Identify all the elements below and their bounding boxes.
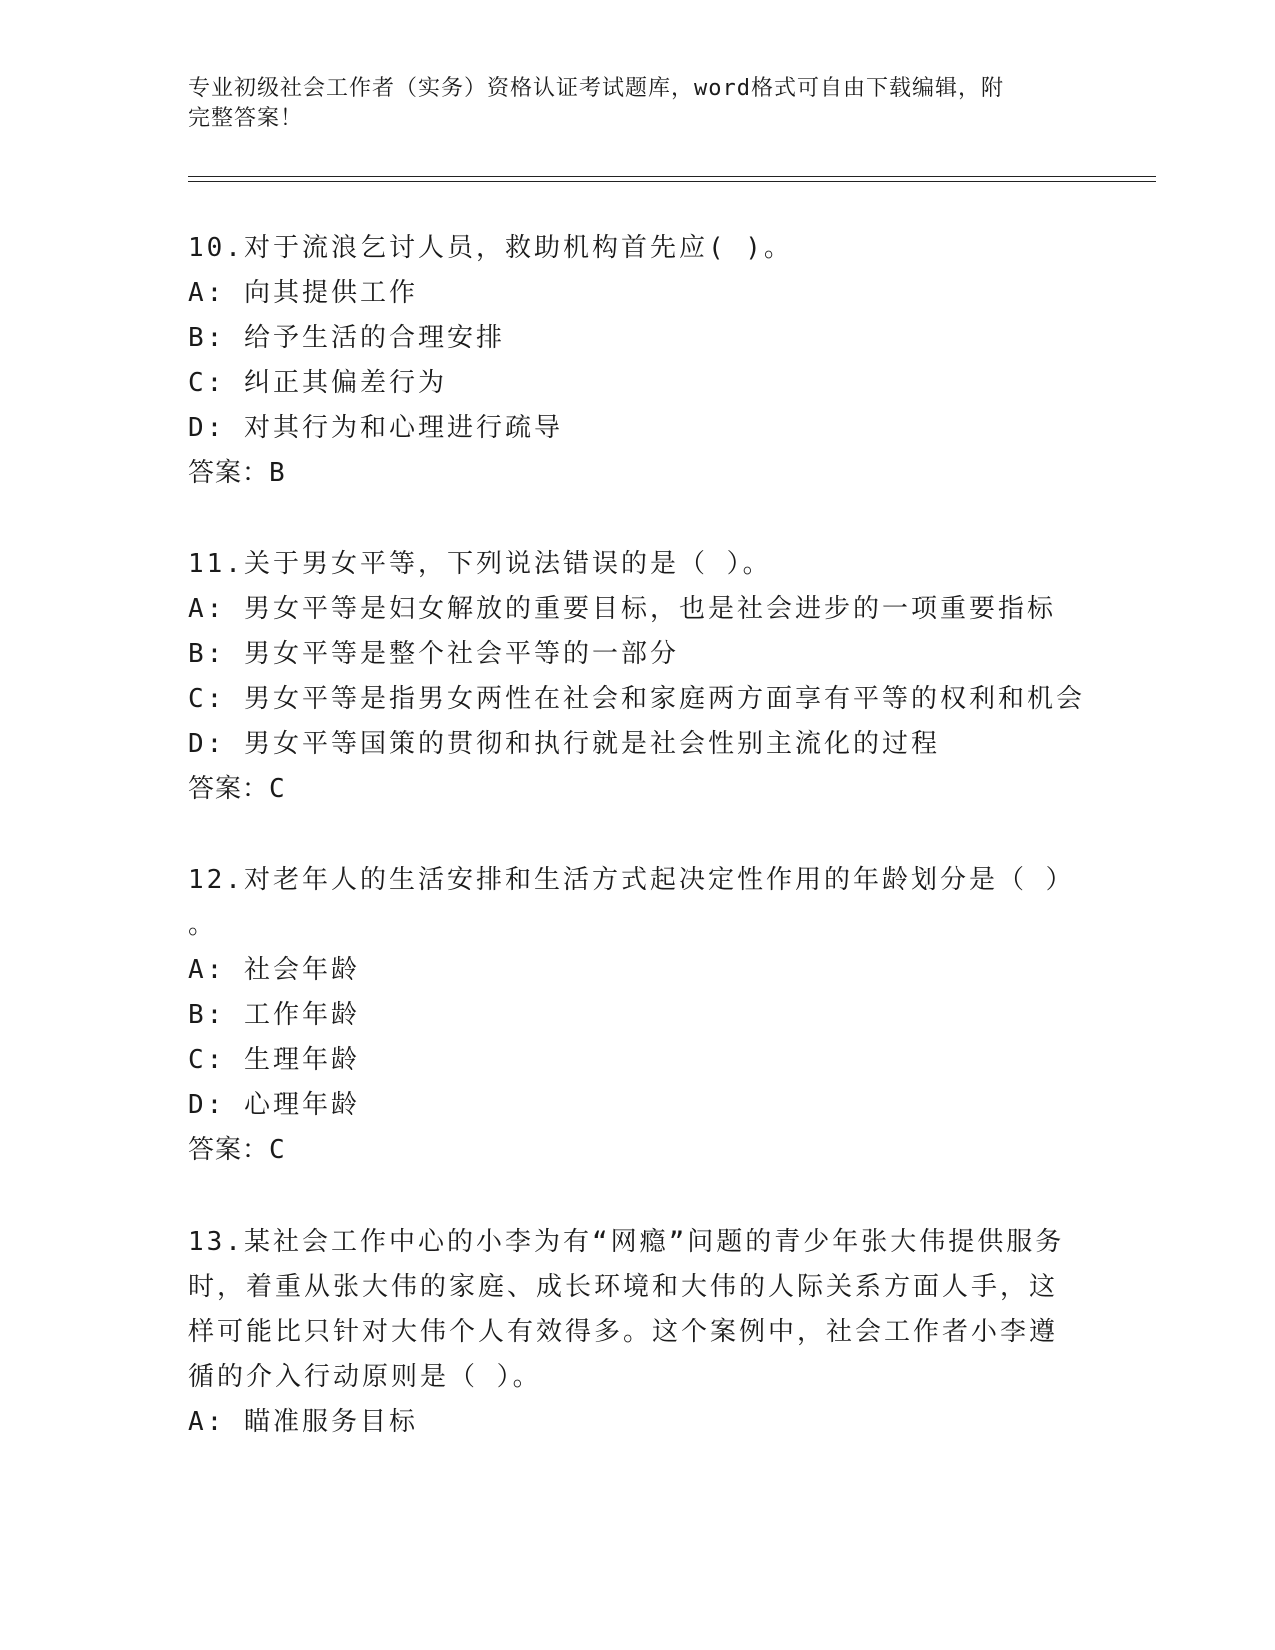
question-13: [188, 1220, 1088, 1445]
option-b: B: 男女平等是整个社会平等的一部分: [188, 639, 679, 669]
header-divider-top: [188, 176, 1156, 177]
option-d: D: 男女平等国策的贯彻和执行就是社会性别主流化的过程: [188, 729, 940, 759]
answer-line: [188, 451, 1088, 496]
option-d: D: 心理年龄: [188, 1090, 360, 1120]
question-10: [188, 226, 1088, 496]
answer-value: C: [269, 774, 286, 804]
question-stem: 11.关于男女平等，下列说法错误的是（ ）。: [188, 549, 772, 579]
answer-value: C: [269, 1135, 286, 1165]
header-line-1: 专业初级社会工作者（实务）资格认证考试题库，word格式可自由下载编辑，附: [188, 76, 1004, 101]
answer-label: 答案：: [188, 1135, 270, 1165]
header-divider-bottom: [188, 181, 1156, 182]
question-stem-line-1: 12.对老年人的生活安排和生活方式起决定性作用的年龄划分是（ ）: [188, 865, 1075, 895]
question-stem-line-2: 时，着重从张大伟的家庭、成长环境和大伟的人际关系方面人手，这: [188, 1272, 1059, 1302]
answer-line: [188, 1128, 1088, 1173]
question-stem-line-2: 。: [188, 910, 218, 940]
option-b: B: 给予生活的合理安排: [188, 323, 505, 353]
option-b: B: 工作年龄: [188, 1000, 360, 1030]
question-12: [188, 858, 1088, 1173]
answer-label: 答案：: [188, 774, 270, 804]
answer-value: B: [269, 458, 286, 488]
header-line-2: 完整答案！: [188, 106, 304, 131]
question-stem-line-4: 循的介入行动原则是（ ）。: [188, 1362, 542, 1392]
option-a: A: 社会年龄: [188, 955, 360, 985]
question-stem: 10.对于流浪乞讨人员，救助机构首先应( )。: [188, 233, 793, 263]
option-a: A: 瞄准服务目标: [188, 1407, 418, 1437]
option-d: D: 对其行为和心理进行疏导: [188, 413, 563, 443]
question-stem-line-3: 样可能比只针对大伟个人有效得多。这个案例中，社会工作者小李遵: [188, 1317, 1059, 1347]
document-header: [188, 74, 1068, 134]
option-c: C: 男女平等是指男女两性在社会和家庭两方面享有平等的权利和机会: [188, 684, 1085, 714]
option-a: A: 向其提供工作: [188, 278, 418, 308]
option-c: C: 纠正其偏差行为: [188, 368, 447, 398]
question-stem-line-1: 13.某社会工作中心的小李为有“网瘾”问题的青少年张大伟提供服务: [188, 1227, 1065, 1257]
question-11: [188, 542, 1088, 812]
answer-label: 答案：: [188, 458, 270, 488]
option-c: C: 生理年龄: [188, 1045, 360, 1075]
option-a: A: 男女平等是妇女解放的重要目标，也是社会进步的一项重要指标: [188, 594, 1056, 624]
answer-line: [188, 767, 1088, 812]
